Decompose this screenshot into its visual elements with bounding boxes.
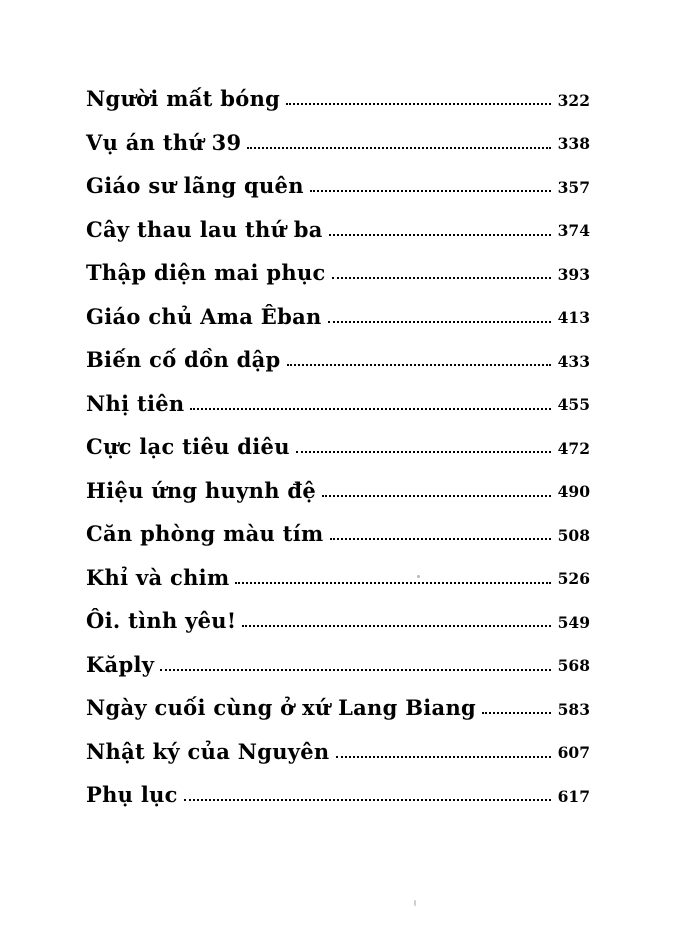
toc-entry-title: Hiệu ứng huynh đệ <box>86 477 317 503</box>
toc-entry-page: 338 <box>557 134 590 153</box>
toc-list <box>86 88 590 805</box>
toc-leader-dots <box>330 537 551 540</box>
toc-leader-dots <box>242 624 551 627</box>
toc-entry[interactable] <box>86 697 590 718</box>
toc-leader-dots <box>329 233 551 236</box>
toc-leader-dots <box>332 276 551 279</box>
toc-entry[interactable] <box>86 651 590 677</box>
toc-leader-dots <box>286 102 551 105</box>
toc-entry-title: Phụ lục <box>86 782 178 807</box>
toc-leader-dots <box>184 798 551 801</box>
toc-leader-dots <box>328 320 551 323</box>
toc-entry-page: 583 <box>557 699 590 719</box>
toc-entry[interactable] <box>86 390 590 416</box>
toc-entry[interactable] <box>86 303 590 329</box>
toc-entry[interactable] <box>86 610 590 631</box>
toc-entry-page: 433 <box>557 351 590 371</box>
toc-entry[interactable] <box>86 129 590 155</box>
toc-entry-title: Ôi. tình yêu! <box>86 608 237 633</box>
toc-entry[interactable] <box>86 738 590 764</box>
toc-entry-page: 549 <box>557 612 590 632</box>
toc-entry-page: 374 <box>557 221 590 240</box>
toc-entry-title: Người mất bóng <box>86 86 281 111</box>
toc-entry-page: 508 <box>557 525 590 545</box>
toc-entry[interactable] <box>86 523 590 544</box>
toc-entry-page: 617 <box>557 786 590 806</box>
toc-entry-title: Căn phòng màu tím <box>86 521 324 546</box>
scan-speck <box>417 575 420 578</box>
toc-entry-page: 393 <box>557 264 590 284</box>
toc-leader-dots <box>296 450 551 453</box>
scan-speck <box>414 900 416 906</box>
toc-entry-title: Kăply <box>86 651 155 677</box>
toc-entry-title: Biến cố dồn dập <box>86 347 281 372</box>
toc-entry-title: Ngày cuối cùng ở xứ Lang Biang <box>86 695 477 720</box>
toc-entry-title: Giáo chủ Ama Êban <box>86 303 322 329</box>
toc-entry-title: Thập diện mai phục <box>86 260 326 285</box>
toc-entry[interactable] <box>86 349 590 370</box>
toc-entry-title: Vụ án thứ 39 <box>86 129 242 155</box>
toc-entry-page: 472 <box>557 438 590 458</box>
toc-entry-page: 357 <box>557 177 590 197</box>
toc-entry[interactable] <box>86 88 590 109</box>
toc-leader-dots <box>190 407 551 410</box>
toc-entry-title: Nhật ký của Nguyên <box>86 738 330 764</box>
toc-entry[interactable] <box>86 784 590 805</box>
toc-entry[interactable] <box>86 216 590 242</box>
toc-leader-dots <box>322 494 551 497</box>
toc-entry[interactable] <box>86 564 590 590</box>
toc-entry-title: Nhị tiên <box>86 390 185 416</box>
toc-entry-page: 607 <box>557 743 590 762</box>
toc-entry[interactable] <box>86 436 590 457</box>
toc-entry-title: Giáo sư lãng quên <box>86 173 304 198</box>
toc-leader-dots <box>235 581 551 584</box>
toc-leader-dots <box>336 755 552 758</box>
toc-entry-title: Cây thau lau thứ ba <box>86 216 323 242</box>
toc-entry[interactable] <box>86 262 590 283</box>
toc-entry-page: 322 <box>557 90 590 110</box>
toc-leader-dots <box>310 189 551 192</box>
toc-entry-page: 413 <box>557 308 590 327</box>
toc-leader-dots <box>482 711 551 714</box>
toc-entry-page: 526 <box>557 569 590 588</box>
toc-entry[interactable] <box>86 477 590 503</box>
toc-leader-dots <box>287 363 551 366</box>
toc-leader-dots <box>247 146 551 149</box>
toc-entry-page: 490 <box>557 482 590 501</box>
toc-entry-page: 455 <box>557 395 590 414</box>
toc-leader-dots <box>160 668 551 671</box>
toc-entry-title: Khỉ và chim <box>86 564 230 590</box>
toc-entry-title: Cực lạc tiêu diêu <box>86 434 290 459</box>
toc-entry[interactable] <box>86 175 590 196</box>
toc-entry-page: 568 <box>557 656 590 675</box>
